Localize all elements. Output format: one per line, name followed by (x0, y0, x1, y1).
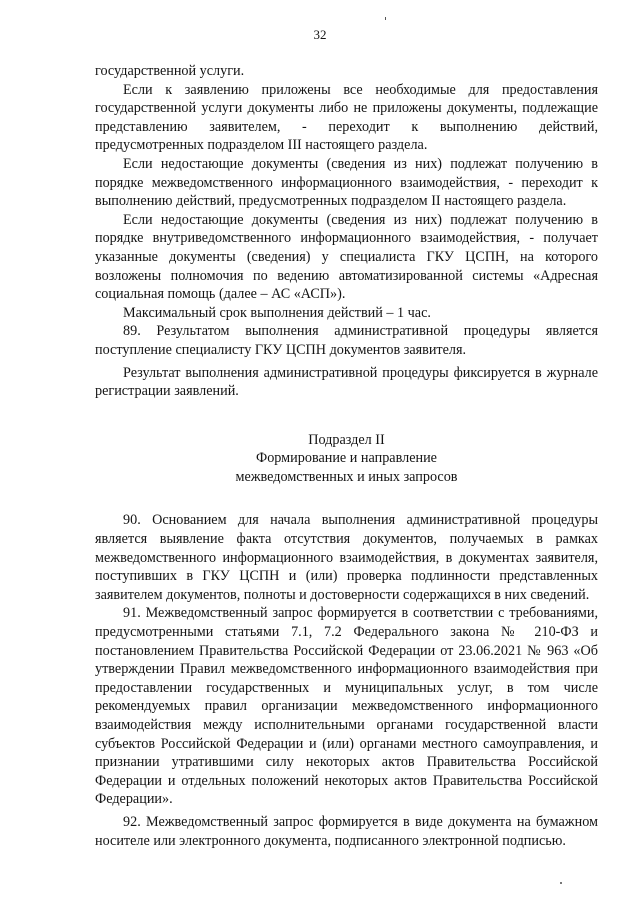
heading-line-3: межведомственных и иных запросов (235, 468, 458, 485)
paragraph: государственной услуги. (95, 63, 245, 79)
paragraph: Если недостающие документы (сведения из них) подлежат получению в порядке внутриведомственного информационного взаимодействия, - получает указанные документы (сведения) у специалиста ГКУ ЦСПН, на которого возложены полномочия по ведению автоматизированной системы «Адресная социальная помощь (далее – АС «АСП»). (95, 211, 598, 303)
top-paragraphs (95, 62, 598, 401)
heading-line-2: Формирование и направление (256, 450, 437, 467)
paragraph: Результат выполнения административной процедуры фиксируется в журнале регистрации заявлений. (95, 364, 598, 400)
heading-line-1: Подраздел II (308, 431, 385, 448)
page-number: 32 (313, 27, 327, 42)
scan-artifact (560, 882, 562, 884)
paragraph: 92. Межведомственный запрос формируется в виде документа на бумажном носителе или электронного документа, подписанного электронной подписью. (95, 813, 598, 849)
paragraph: Максимальный срок выполнения действий – 1 час. (123, 304, 431, 321)
paragraph: Если к заявлению приложены все необходимые для предоставления государственной услуги документы либо не приложены документы, подлежащие представлению заявителем, - переходит к выполнению действий, предусмотренных подразделом III настоящего раздела. (95, 81, 598, 154)
document-body (95, 62, 598, 850)
paragraph: 89. Результатом выполнения административной процедуры является поступление специалисту ГКУ ЦСПН документов заявителя. (95, 323, 598, 358)
paragraph: Если недостающие документы (сведения из них) подлежат получению в порядке межведомственного информационного взаимодействия, - переходит к выполнению действий, предусмотренных подразделом II настоящего раздела. (95, 155, 598, 210)
bottom-paragraphs (95, 511, 598, 850)
section-heading (95, 431, 598, 487)
paragraph: 91. Межведомственный запрос формируется в соответствии с требованиями, предусмотренными статьями 7.1, 7.2 Федерального закона № 210-ФЗ и постановлением Правительства Российской Федерации от 23.06.2021 № 963 «Об утверждении Правил межведомственного информационного взаимодействия при предоставлении государственных и муниципальных услуг, в том числе рекомендуемых правил организации межведомственного информационного взаимодействия между исполнительными органами государственной власти субъектов Российской Федерации и (или) органами местного самоуправления, и признании утратившими силу некоторых актов Правительства Российской Федерации и отдельных положений некоторых актов Правительства Российской Федерации». (95, 605, 598, 808)
paragraph: 90. Основанием для начала выполнения административной процедуры является выявление факта отсутствия документов, получаемых в рамках межведомственного информационного взаимодействия, в документах заявителя, поступивших в ГКУ ЦСПН и (или) проверка подлинности представленных заявителем документов, полноты и достоверности содержащихся в них сведений. (95, 512, 598, 603)
scan-artifact (385, 17, 386, 20)
